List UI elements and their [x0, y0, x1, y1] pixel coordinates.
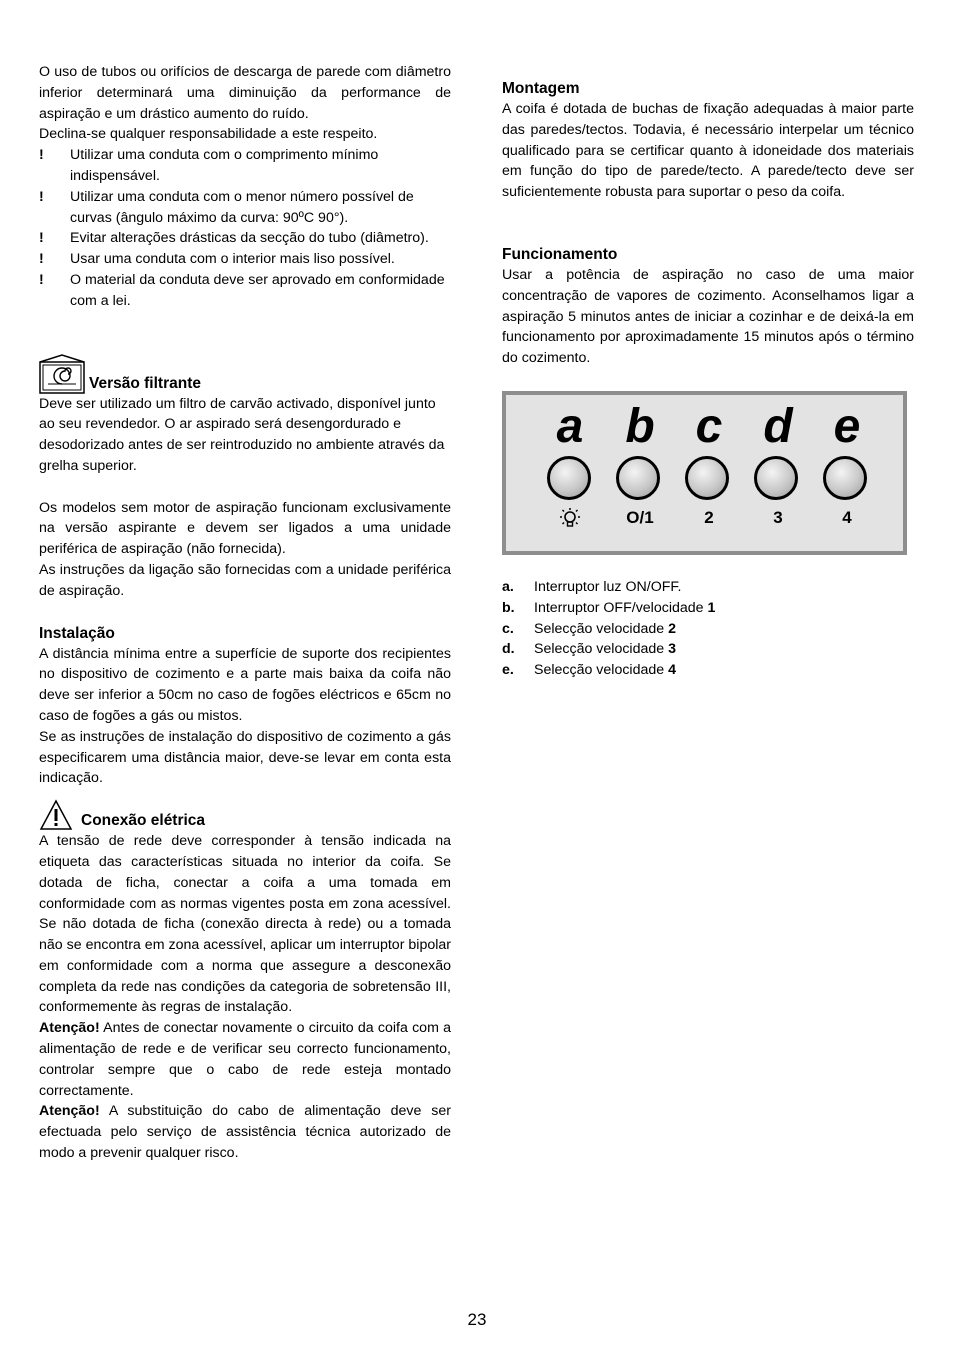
disclaimer-paragraph: Declina-se qualquer responsabilidade a este respeito.	[39, 126, 378, 143]
funcionamento-paragraph: Usar a potência de aspiração no caso de uma maior concentração de vapores de cozimento. Aconselhamos ligar a aspiração 5 minutos antes de iniciar a cozinhar e de deixá-la em funcionamento por aproximadamente 15 minutos após o término do cozimento.	[502, 266, 914, 367]
filtrante-paragraph: As instruções da ligação são fornecidas com a unidade periférica de aspiração.	[39, 561, 451, 599]
legend-item	[502, 660, 914, 681]
speed4-button	[823, 456, 867, 500]
control-panel	[502, 391, 907, 555]
conexao-heading	[39, 799, 451, 831]
legend-key: b.	[502, 599, 515, 616]
bullet-text: Usar uma conduta com o interior mais liso possível.	[70, 251, 395, 268]
atencao-label: Atenção!	[39, 1103, 100, 1120]
atencao-label: Atenção!	[39, 1020, 100, 1037]
instalacao-paragraph: Se as instruções de instalação do dispositivo de cozimento a gás especificarem uma distância maior, deve-se levar em conta esta indicação.	[39, 728, 451, 787]
bullet-mark: !	[39, 230, 44, 247]
conexao-paragraph	[39, 1018, 451, 1101]
legend-key: c.	[502, 620, 514, 637]
bullet-mark: !	[39, 147, 44, 164]
conexao-text: A substituição do cabo de alimentação deve ser efectuada pelo serviço de assistência técnica autorizado de modo a prevenir qualquer risco.	[39, 1103, 451, 1162]
legend-text: Selecção velocidade 4	[534, 662, 676, 679]
filter-recirculation-icon	[39, 354, 85, 394]
left-column	[39, 62, 451, 1164]
panel-letter: a	[556, 399, 584, 453]
light-bulb-icon	[558, 507, 582, 531]
filtrante-paragraph: Os modelos sem motor de aspiração funcionam exclusivamente na versão aspirante e devem ser ligados a uma unidade periférica de aspiração (não fornecida).	[39, 499, 451, 558]
button-label: 3	[773, 507, 783, 527]
legend-list	[502, 577, 914, 681]
speed2-button	[685, 456, 729, 500]
bullet-mark: !	[39, 271, 44, 288]
legend-key: a.	[502, 578, 514, 595]
funcionamento-title: Funcionamento	[502, 245, 618, 263]
bullet-text: Evitar alterações drásticas da secção do tubo (diâmetro).	[70, 230, 429, 247]
instalacao-paragraph: A distância mínima entre a superfície de suporte dos recipientes no dispositivo de cozimento e a parte mais baixa da coifa não deve ser inferior a 50cm no caso de fogões eléctricos e 65cm no caso de fogões a gás ou mistos.	[39, 645, 451, 724]
conexao-title: Conexão elétrica	[81, 812, 206, 830]
legend-item	[502, 598, 914, 619]
intro-paragraph: O uso de tubos ou orifícios de descarga de parede com diâmetro inferior determinará uma diminuição da performance de aspiração e um drástico aumento do ruído.	[39, 64, 451, 122]
button-label: O/1	[626, 507, 654, 527]
button-label: 4	[842, 507, 852, 527]
filtrante-heading	[39, 354, 451, 394]
bullet-item	[39, 249, 451, 270]
legend-key: d.	[502, 641, 515, 658]
legend-text: Selecção velocidade 3	[534, 641, 676, 658]
filtrante-paragraph: Deve ser utilizado um filtro de carvão activado, disponível junto ao seu revendedor. O ar aspirado será desengordurado e desodorizado antes de ser reintroduzido no ambiente através da grelha superior.	[39, 395, 445, 474]
button-label: 2	[704, 507, 714, 527]
bullet-text: Utilizar uma conduta com o comprimento mínimo indispensável.	[70, 147, 379, 184]
right-column	[502, 78, 914, 681]
bullet-item	[39, 270, 451, 312]
bullet-text: Utilizar uma conduta com o menor número possível de curvas (ângulo máximo da curva: 90ºC 90°).	[70, 188, 414, 226]
panel-letter: e	[833, 399, 861, 453]
bullet-item	[39, 228, 451, 249]
conexao-paragraph	[39, 1101, 451, 1163]
light-button	[547, 456, 591, 500]
panel-letter: d	[763, 399, 793, 453]
warning-triangle-icon	[39, 799, 73, 831]
legend-text: Selecção velocidade 2	[534, 620, 676, 637]
legend-text: Interruptor luz ON/OFF.	[534, 578, 682, 595]
conexao-text: Antes de conectar novamente o circuito da coifa com a alimentação de rede e de verificar seu correcto funcionamento, controlar sempre que o cabo de rede esteja montado correctamente.	[39, 1020, 451, 1099]
off-speed1-button	[616, 456, 660, 500]
legend-item	[502, 619, 914, 640]
page-number: 23	[467, 1310, 487, 1329]
bullet-text: O material da conduta deve ser aprovado em conformidade com a lei.	[70, 271, 445, 309]
conexao-paragraph: A tensão de rede deve corresponder à tensão indicada na etiqueta das características situada no interior da coifa. Se dotada de ficha, conectar a coifa a uma tomada em conformidade com as normas vigentes posta em zona acessível. Se não dotada de ficha (conexão directa à rede) ou a tomada não se encontra em zona acessível, aplicar um interruptor bipolar em conformidade com a norma que assegure a desconexão completa da rede nas condições da categoria de sobretensão III, conformemente às regras de instalação.	[39, 833, 451, 1016]
legend-key: e.	[502, 662, 514, 679]
panel-letter: c	[695, 399, 723, 453]
panel-letter: b	[625, 399, 655, 453]
filtrante-title: Versão filtrante	[89, 374, 201, 392]
legend-text: Interruptor OFF/velocidade 1	[534, 599, 716, 616]
bullet-mark: !	[39, 188, 44, 205]
instalacao-title: Instalação	[39, 624, 115, 642]
montagem-paragraph: A coifa é dotada de buchas de fixação adequadas à maior parte das paredes/tectos. Todavia, é necessário interpelar um técnico qualificado para se certificar quanto à idoneidade dos materiais em função do tipo de parede/tecto. A parede/tecto deve ser suficientemente robusta para suportar o peso da coifa.	[502, 101, 914, 201]
bullet-item	[39, 145, 451, 187]
montagem-title: Montagem	[502, 80, 580, 97]
legend-item	[502, 577, 914, 598]
bullet-mark: !	[39, 251, 44, 268]
bullet-item	[39, 187, 451, 229]
legend-item	[502, 639, 914, 660]
speed3-button	[754, 456, 798, 500]
